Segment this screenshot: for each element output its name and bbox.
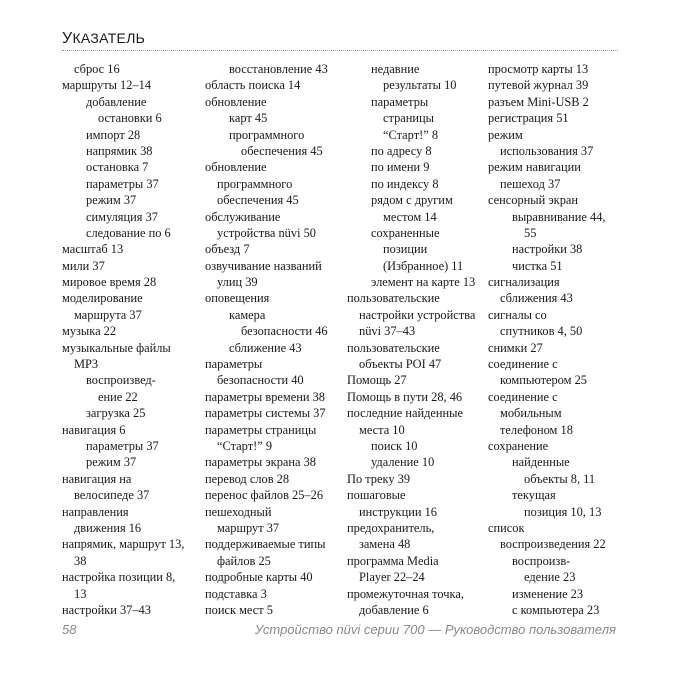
index-entry: подробные карты 40 <box>205 570 313 585</box>
index-entry: мобильным <box>500 406 562 421</box>
index-entry: устройства nüvi 50 <box>217 225 316 240</box>
index-entry: предохранитель, <box>347 520 435 535</box>
index-entry: обслуживание <box>205 209 281 224</box>
section-title-initial: У <box>62 30 73 47</box>
index-entry: навигация 6 <box>62 422 126 437</box>
index-entry: список <box>488 520 525 535</box>
section-title <box>62 30 145 48</box>
index-entry: просмотр карты 13 <box>488 62 589 76</box>
index-entry: сохраненные <box>371 225 440 240</box>
index-entry: текущая <box>512 488 556 503</box>
index-entry: 38 <box>74 553 87 568</box>
index-entry: (Избранное) 11 <box>383 258 464 273</box>
index-entry: мировое время 28 <box>62 275 157 290</box>
index-column-3 <box>347 61 477 618</box>
index-entry: соединение с <box>488 357 558 372</box>
index-entry: движения 16 <box>74 520 142 535</box>
index-entry: ение 22 <box>98 389 138 404</box>
index-entry: изменение 23 <box>512 586 584 601</box>
document-title: Устройство nüvi серии 700 — Руководство пользователя <box>254 622 616 637</box>
index-entry: чистка 51 <box>512 258 563 273</box>
index-entry: добавление 6 <box>359 602 429 617</box>
index-entry: 55 <box>524 225 537 240</box>
index-entry: настройки 37–43 <box>62 602 151 617</box>
index-entry: перенос файлов 25–26 <box>205 488 324 503</box>
index-entry: перевод слов 28 <box>205 471 290 486</box>
index-entry: пользовательские <box>347 340 440 355</box>
index-entry: найденные <box>512 455 570 470</box>
index-entry: режим 37 <box>86 193 137 208</box>
index-entry: параметры <box>205 357 263 372</box>
index-entry: с компьютера 23 <box>512 602 600 617</box>
index-entry: моделирование <box>62 291 143 306</box>
index-entry: улиц 39 <box>217 275 258 290</box>
index-entry: настройки устройства <box>359 307 476 322</box>
index-entry: использования 37 <box>500 143 594 158</box>
index-entry: сближение 43 <box>229 340 302 355</box>
index-entry: режим 37 <box>86 455 137 470</box>
index-entry: пешеходный <box>205 504 272 519</box>
index-entry: добавление <box>86 94 147 109</box>
index-entry: “Старт!” 9 <box>217 438 273 453</box>
index-entry: страницы <box>383 111 434 126</box>
index-entry: симуляция 37 <box>86 209 158 224</box>
index-entry: сигнализация <box>488 275 560 290</box>
index-entry: навигация на <box>62 471 132 486</box>
index-entry: воспроизвед- <box>86 373 156 388</box>
index-entry: карт 45 <box>229 111 268 126</box>
index-entry: параметры системы 37 <box>205 406 326 421</box>
index-entry: параметры 37 <box>86 438 159 453</box>
index-entry: по адресу 8 <box>371 143 432 158</box>
index-entry: едение 23 <box>524 570 576 585</box>
index-entry: компьютером 25 <box>500 373 587 388</box>
index-entry: воспроизведения 22 <box>500 537 606 552</box>
index-entry: nüvi 37–43 <box>359 324 416 339</box>
index-entry: восстановление 43 <box>229 62 328 76</box>
index-entry: соединение с <box>488 389 558 404</box>
index-entry: маршруты 12–14 <box>62 78 152 93</box>
index-entry: Помощь 27 <box>347 373 407 388</box>
index-column-4 <box>488 61 618 618</box>
index-entry: обеспечения 45 <box>217 193 299 208</box>
index-entry: маршрута 37 <box>74 307 142 322</box>
index-entry: последние найденные <box>347 406 463 421</box>
index-entry: обновление <box>205 160 267 175</box>
index-entry: снимки 27 <box>488 340 543 355</box>
index-entry: замена 48 <box>359 537 411 552</box>
index-entry: напрямик, маршрут 13, <box>62 537 185 552</box>
index-entry: промежуточная точка, <box>347 586 464 601</box>
page-number: 58 <box>62 622 77 637</box>
index-entry: сигналы со <box>488 307 547 322</box>
index-entry: телефоном 18 <box>500 422 573 437</box>
index-entry: программного <box>217 176 293 191</box>
index-entry: сохранение <box>488 438 549 453</box>
index-entry: по имени 9 <box>371 160 430 175</box>
index-column-2 <box>205 61 335 618</box>
index-entry: инструкции 16 <box>359 504 437 519</box>
index-entry: пользовательские <box>347 291 440 306</box>
header-dotted-rule <box>62 50 618 51</box>
index-entry: остановка 7 <box>86 160 149 175</box>
index-entry: параметры времени 38 <box>205 389 325 404</box>
index-entry: оповещения <box>205 291 270 306</box>
index-entry: разъем Mini-USB 2 <box>488 94 589 109</box>
index-entry: позиции <box>383 242 428 257</box>
index-entry: подставка 3 <box>205 586 267 601</box>
index-entry: спутников 4, 50 <box>500 324 583 339</box>
index-entry: объекты 8, 11 <box>524 471 596 486</box>
index-entry: безопасности 46 <box>241 324 328 339</box>
index-entry: импорт 28 <box>86 127 141 142</box>
index-entry: поиск мест 5 <box>205 602 273 617</box>
index-entry: места 10 <box>359 422 405 437</box>
index-entry: настройка позиции 8, <box>62 570 176 585</box>
index-entry: программного <box>229 127 305 142</box>
index-entry: позиция 10, 13 <box>524 504 602 519</box>
index-entry: регистрация 51 <box>488 111 569 126</box>
index-entry: MP3 <box>74 357 99 372</box>
index-entry: следование по 6 <box>86 225 171 240</box>
index-entry: велосипеде 37 <box>74 488 150 503</box>
index-entry: камера <box>229 307 266 322</box>
index-entry: сенсорный экран <box>488 193 579 208</box>
index-entry: параметры 37 <box>86 176 159 191</box>
index-entry: путевой журнал 39 <box>488 78 589 93</box>
index-entry: режим навигации <box>488 160 581 175</box>
index-entry: Помощь в пути 28, 46 <box>347 389 463 404</box>
index-entry: остановки 6 <box>98 111 162 126</box>
index-entry: безопасности 40 <box>217 373 304 388</box>
index-entry: направления <box>62 504 129 519</box>
index-entry: режим <box>488 127 523 142</box>
index-entry: поддерживаемые типы <box>205 537 326 552</box>
index-entry: пешеход 37 <box>500 176 561 191</box>
index-entry: программа Media <box>347 553 439 568</box>
index-entry: напрямик 38 <box>86 143 153 158</box>
section-title-rest: КАЗАТЕЛЬ <box>72 30 146 46</box>
index-entry: файлов 25 <box>217 553 271 568</box>
index-entry: масштаб 13 <box>62 242 124 257</box>
index-entry: обновление <box>205 94 267 109</box>
index-entry: воспроизв- <box>512 553 571 568</box>
index-entry: область поиска 14 <box>205 78 301 93</box>
index-entry: результаты 10 <box>383 78 457 93</box>
index-entry: поиск 10 <box>371 438 418 453</box>
index-entry: объекты POI 47 <box>359 357 442 372</box>
index-entry: пошаговые <box>347 488 406 503</box>
index-entry: параметры экрана 38 <box>205 455 317 470</box>
index-entry: местом 14 <box>383 209 437 224</box>
index-entry: рядом с другим <box>371 193 453 208</box>
index-entry: обеспечения 45 <box>241 143 323 158</box>
index-entry: маршрут 37 <box>217 520 280 535</box>
index-entry: музыкальные файлы <box>62 340 171 355</box>
index-entry: параметры страницы <box>205 422 317 437</box>
index-entry: объезд 7 <box>205 242 250 257</box>
index-entry: озвучивание названий <box>205 258 322 273</box>
index-entry: По треку 39 <box>347 471 411 486</box>
index-entry: сближения 43 <box>500 291 573 306</box>
index-entry: настройки 38 <box>512 242 583 257</box>
index-entry: загрузка 25 <box>86 406 146 421</box>
index-entry: 13 <box>74 586 87 601</box>
index-entry: элемент на карте 13 <box>371 275 476 290</box>
index-entry: недавние <box>371 62 420 76</box>
index-entry: параметры <box>371 94 429 109</box>
index-entry: “Старт!” 8 <box>383 127 439 142</box>
index-column-1 <box>62 61 192 618</box>
index-entry: сброс 16 <box>74 62 120 76</box>
index-entry: музыка 22 <box>62 324 117 339</box>
index-entry: удаление 10 <box>371 455 435 470</box>
index-entry: Player 22–24 <box>359 570 425 585</box>
index-entry: мили 37 <box>62 258 105 273</box>
index-entry: выравнивание 44, <box>512 209 606 224</box>
index-entry: по индексу 8 <box>371 176 439 191</box>
